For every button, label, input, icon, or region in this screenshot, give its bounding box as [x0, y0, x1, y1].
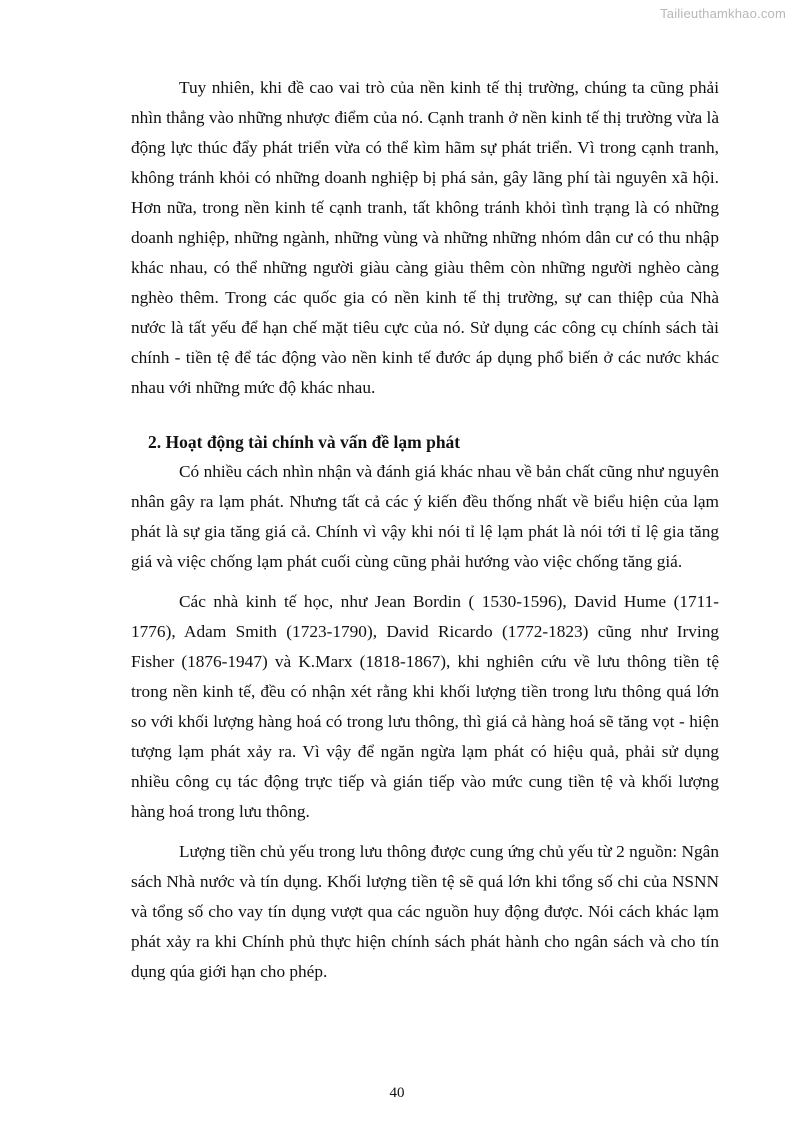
- page-content: [131, 73, 719, 987]
- section-heading: 2. Hoạt động tài chính và vấn đề lạm phát: [148, 432, 461, 452]
- paragraph-economists: Các nhà kinh tế học, như Jean Bordin ( 1530-1596), David Hume (1711-1776), Adam Smith (1723-1790), David Ricardo (1772-1823) cũng như Irving Fisher (1876-1947) và K.Marx (1818-1867), khi nghiên cứu về lưu thông tiền tệ trong nền kinh tế, đều có nhận xét rằng khi khối lượng tiền trong lưu thông quá lớn so với khối lượng hàng hoá có trong lưu thông, thì giá cả hàng hoá sẽ tăng vọt - hiện tượng lạm phát xảy ra. Vì vậy để ngăn ngừa lạm phát có hiệu quả, phải sử dụng nhiều công cụ tác động trực tiếp và gián tiếp vào mức cung tiền tệ và khối lượng hàng hoá trong lưu thông.: [131, 592, 719, 821]
- paragraph-inflation-definition: Có nhiều cách nhìn nhận và đánh giá khác nhau về bản chất cũng như nguyên nhân gây ra lạm phát. Nhưng tất cả các ý kiến đều thống nhất về biểu hiện của lạm phát là sự gia tăng giá cả. Chính vì vậy khi nói tỉ lệ lạm phát là nói tới tỉ lệ gia tăng giá và việc chống lạm phát cuối cùng cũng phải hướng vào việc chống tăng giá.: [131, 462, 719, 571]
- watermark: Tailieuthamkhao.com: [660, 6, 786, 21]
- page-number: 40: [389, 1085, 405, 1101]
- intro-paragraph: Tuy nhiên, khi đề cao vai trò của nền kinh tế thị trường, chúng ta cũng phải nhìn thẳng vào những nhược điểm của nó. Cạnh tranh ở nền kinh tế thị trường vừa là động lực thúc đẩy phát triển vừa có thể kìm hãm sự phát triển. Vì trong cạnh tranh, không tránh khỏi có những doanh nghiệp bị phá sản, gây lãng phí tài nguyên xã hội. Hơn nữa, trong nền kinh tế cạnh tranh, tất không tránh khỏi tình trạng là có những doanh nghiệp, những ngành, những vùng và những những nhóm dân cư có thu nhập khác nhau, có thể những người giàu càng giàu thêm còn những người nghèo càng nghèo thêm. Trong các quốc gia có nền kinh tế thị trường, sự can thiệp của Nhà nước là tất yếu để hạn chế mặt tiêu cực của nó. Sử dụng các công cụ chính sách tài chính - tiền tệ để tác động vào nền kinh tế đước áp dụng phổ biến ở các nước khác nhau với những mức độ khác nhau.: [131, 78, 719, 397]
- paragraph-money-supply: Lượng tiền chủ yếu trong lưu thông được cung ứng chủ yếu từ 2 nguồn: Ngân sách Nhà nước và tín dụng. Khối lượng tiền tệ sẽ quá lớn khi tổng số chi của NSNN và tổng số cho vay tín dụng vượt qua các nguồn huy động được. Nói cách khác lạm phát xảy ra khi Chính phủ thực hiện chính sách phát hành cho ngân sách và cho tín dụng qúa giới hạn cho phép.: [131, 842, 719, 981]
